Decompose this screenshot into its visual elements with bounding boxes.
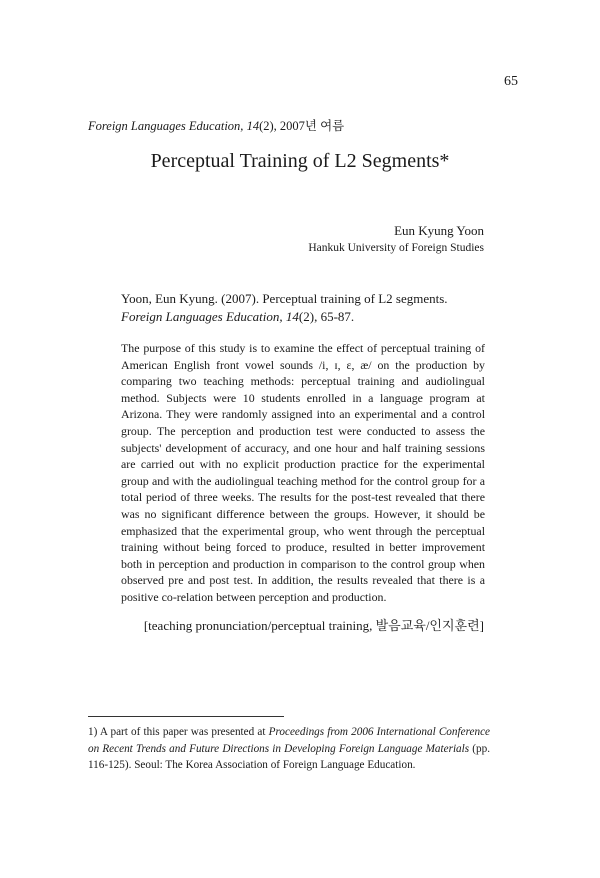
author-name: Eun Kyung Yoon: [394, 223, 484, 238]
footnote-marker: 1): [88, 726, 98, 738]
citation-journal: Foreign Languages Education, 14: [121, 309, 299, 324]
footnote: [88, 724, 490, 774]
keywords: [teaching pronunciation/perceptual training, 발음교육/인지훈련]: [143, 618, 484, 633]
journal-header: [88, 116, 344, 134]
author-affiliation: Hankuk University of Foreign Studies: [308, 242, 484, 254]
footnote-text-after: (pp. 116-125). Seoul: The Korea Association of Foreign Language Education.: [88, 742, 491, 771]
citation-tail: (2), 65-87.: [298, 309, 355, 324]
citation-lead: Yoon, Eun Kyung. (2007). Perceptual training of L2 segments.: [121, 291, 448, 306]
footnote-divider: [88, 716, 284, 717]
paper-title: Perceptual Training of L2 Segments*: [150, 150, 450, 172]
footnote-proceedings-title: Proceedings from 2006 International Conference on Recent Trends and Future Directions in Developing Foreign Language Materials: [88, 726, 491, 755]
journal-name: Foreign Languages Education,: [88, 119, 244, 133]
journal-volume: 14: [246, 119, 260, 133]
journal-issue-year: (2), 2007년 여름: [259, 119, 345, 133]
footnote-text-before: A part of this paper was presented at: [99, 726, 266, 738]
abstract: The purpose of this study is to examine the effect of perceptual training of American English front vowel sounds /i, ɪ, ɛ, æ/ on the production by comparing two teaching methods: perceptual training and audiolingual method. Subjects were 10 students enrolled in a language program at Arizona. They were randomly assigned into an experimental and a control group. The perception and production test were conducted to assess the subjects' development of accuracy, and one hour and half training sessions are carried out with no explicit production practice for the experimental group and with the audiolingual teaching method for the control group for a total period of three weeks. The results for the post-test revealed that there was no significant difference between the groups. However, it should be emphasized that the experimental group, who went through the perceptual training without being forced to produce, resulted in better improvement both in perception and production in comparison to the control group when observed pre and post test. In addition, the results revealed that there is a positive co-relation between perception and production.: [121, 341, 485, 604]
citation: [121, 290, 485, 326]
page-number: 65: [504, 74, 518, 89]
